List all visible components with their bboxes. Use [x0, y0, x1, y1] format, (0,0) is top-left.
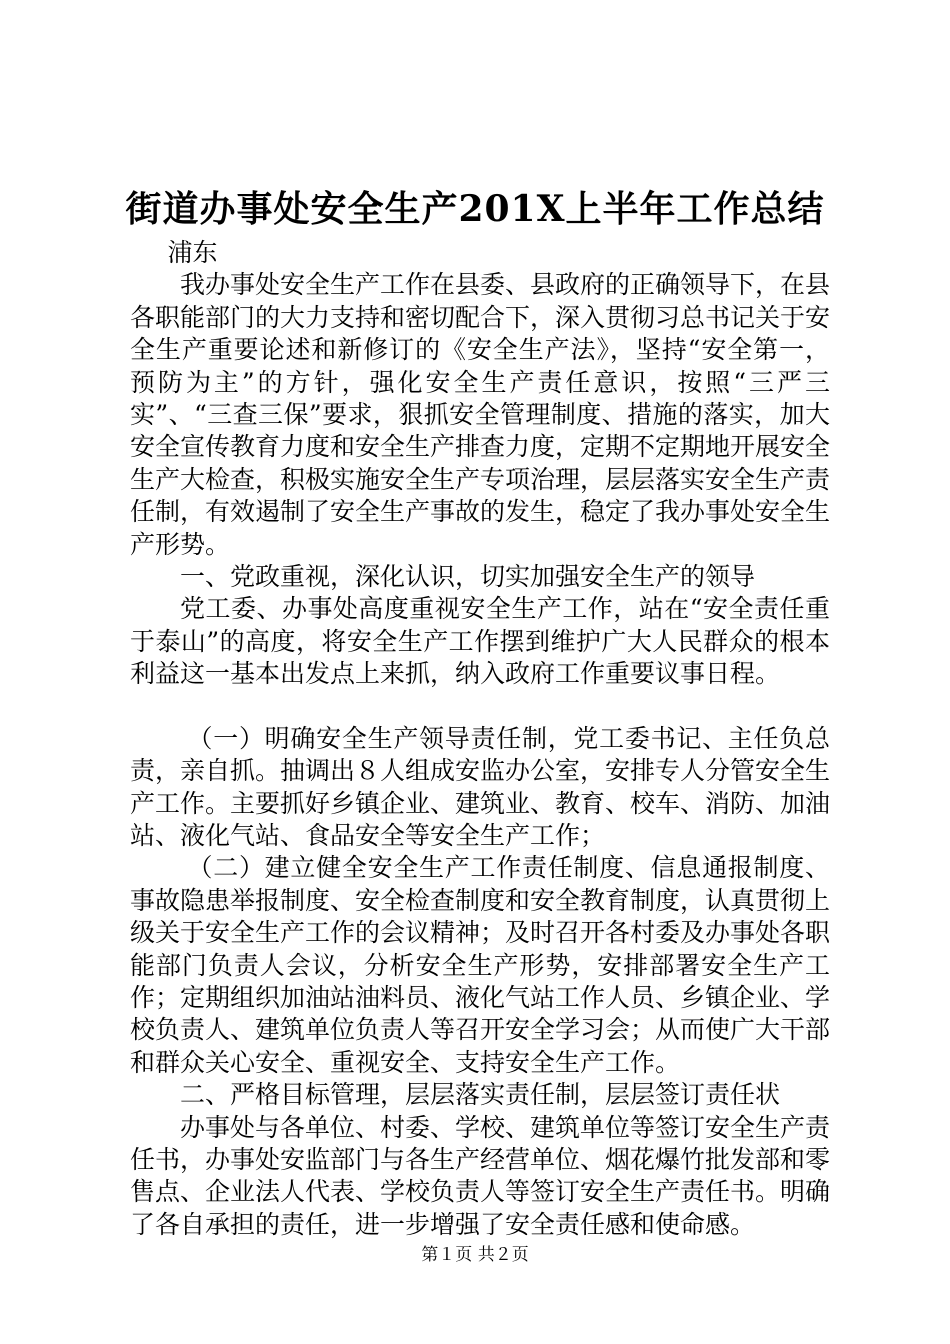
section-heading-2: 二、严格目标管理，层层落实责任制，层层签订责任状: [180, 1080, 781, 1110]
section-1-paragraph: 党工委、办事处高度重视安全生产工作，站在“安全责任重于泰山”的高度，将安全生产工作摆到维护广大人民群众的根本利益这一基本出发点上来抓，纳入政府工作重要议事日程。: [130, 594, 830, 689]
document-title: 街道办事处安全生产201X上半年工作总结: [125, 188, 825, 230]
section-1-item-1: （一）明确安全生产领导责任制，党工委书记、主任负总责，亲自抓。抽调出８人组成安监办公室，安排专人分管安全生产工作。主要抓好乡镇企业、建筑业、教育、校车、消防、加油站、液化气站、食品安全等安全生产工作；: [130, 723, 831, 850]
section-heading-1: 一、党政重视，深化认识，切实加强安全生产的领导: [180, 562, 756, 592]
page-number-footer: 第１页 共２页: [421, 1245, 529, 1265]
section-2-paragraph: 办事处与各单位、村委、学校、建筑单位等签订安全生产责任书，办事处安监部门与各生产经营单位、烟花爆竹批发部和零售点、企业法人代表、学校负责人等签订安全生产责任书。明确了各自承担的责任，进一步增强了安全责任感和使命感。: [130, 1112, 831, 1239]
section-1-item-2: （二）建立健全安全生产工作责任制度、信息通报制度、事故隐患举报制度、安全检查制度和安全教育制度，认真贯彻上级关于安全生产工作的会议精神；及时召开各村委及办事处各职能部门负责人会议，分析安全生产形势，安排部署安全生产工作；定期组织加油站油料员、液化气站工作人员、乡镇企业、学校负责人、建筑单位负责人等召开安全学习会；从而使广大干部和群众关心安全、重视安全、支持安全生产工作。: [130, 853, 831, 1077]
document-body: [130, 237, 830, 1241]
author-line: 浦东: [167, 238, 218, 267]
intro-paragraph: 我办事处安全生产工作在县委、县政府的正确领导下，在县各职能部门的大力支持和密切配合下，深入贯彻习总书记关于安全生产重要论述和新修订的《安全生产法》，坚持“安全第一，预防为主”的方针，强化安全生产责任意识，按照“三严三实”、“三查三保”要求，狠抓安全管理制度、措施的落实，加大安全宣传教育力度和安全生产排查力度，定期不定期地开展安全生产大检查，积极实施安全生产专项治理，层层落实安全生产责任制，有效遏制了安全生产事故的发生，稳定了我办事处安全生产形势。: [130, 270, 831, 559]
